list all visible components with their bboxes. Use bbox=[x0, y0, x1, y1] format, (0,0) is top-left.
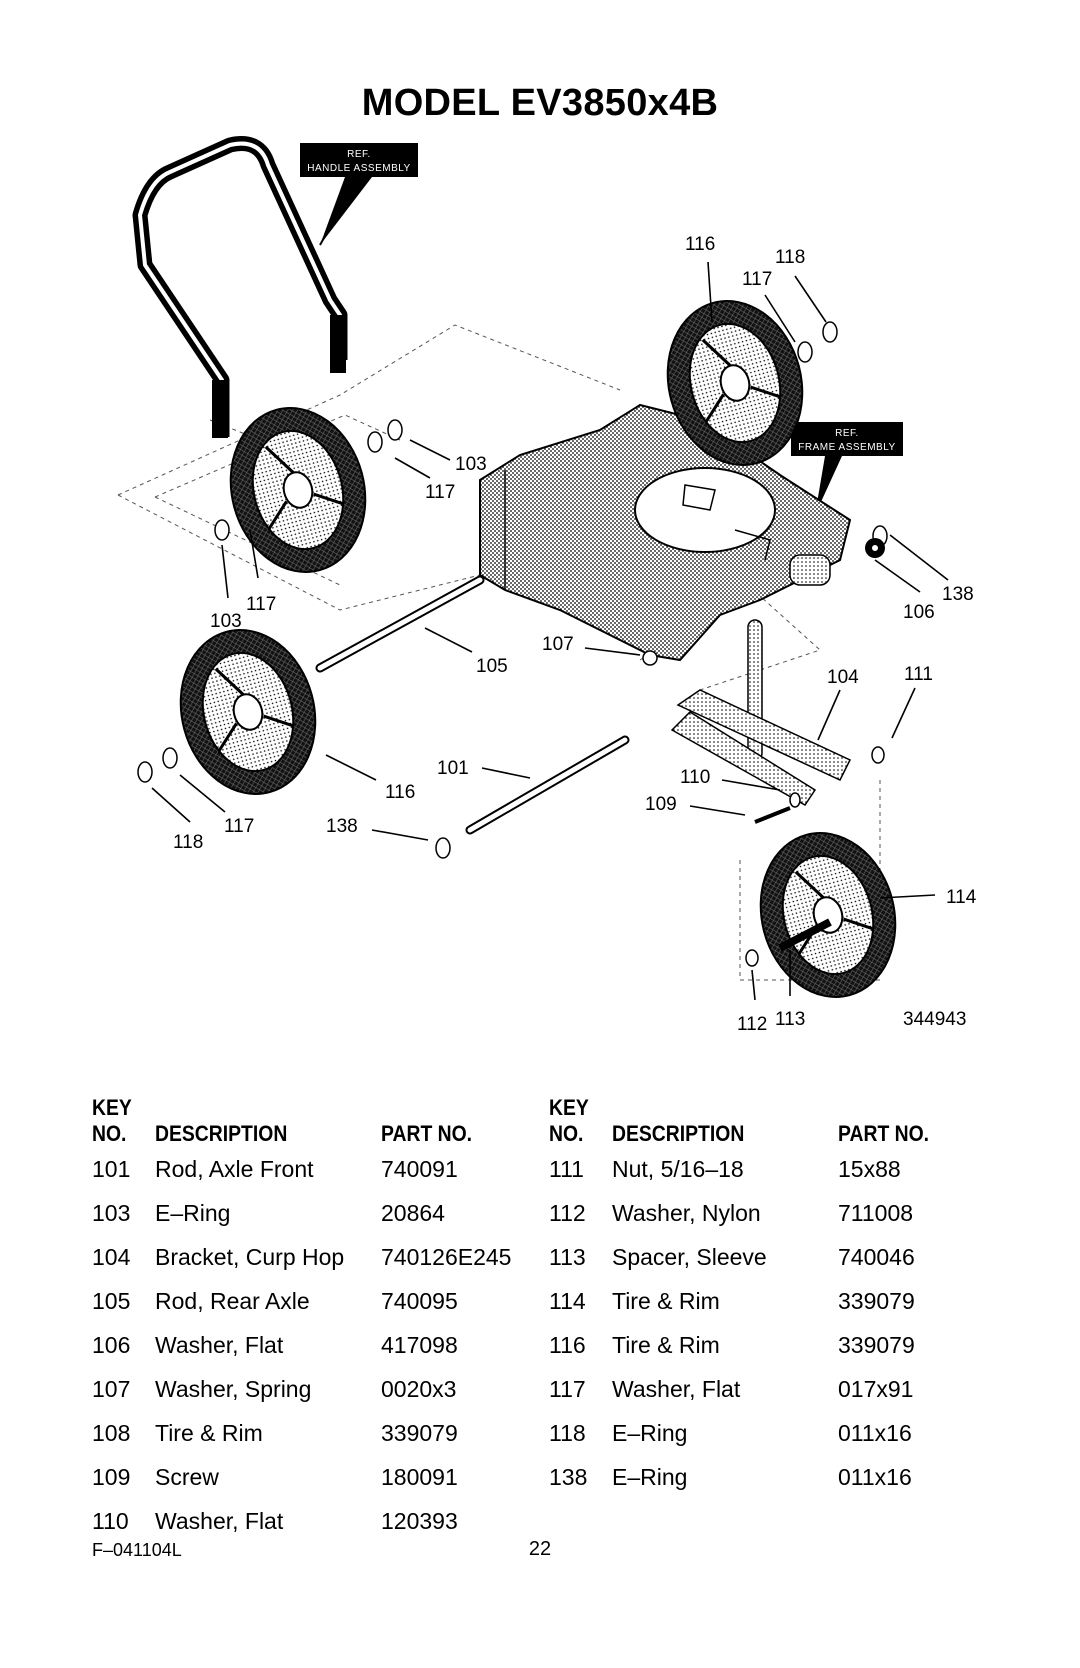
figure-number: 344943 bbox=[903, 1009, 967, 1030]
table-row: 114 Tire & Rim 339079 bbox=[549, 1287, 915, 1314]
table-row: 107 Washer, Spring 0020x3 bbox=[92, 1375, 457, 1402]
wheel-caster bbox=[743, 818, 913, 1013]
table-row: 104 Bracket, Curp Hop 740126E245 bbox=[92, 1243, 512, 1270]
ref-handle-line1: REF. bbox=[347, 149, 371, 160]
table-row: 103 E–Ring 20864 bbox=[92, 1199, 445, 1226]
parts-table-right bbox=[549, 1083, 978, 1499]
table-row: 113 Spacer, Sleeve 740046 bbox=[549, 1243, 915, 1270]
exploded-parts-diagram bbox=[0, 130, 1080, 1050]
table-row: 112 Washer, Nylon 711008 bbox=[549, 1199, 914, 1226]
callout: 106 bbox=[903, 602, 935, 623]
callout: 138 bbox=[942, 584, 974, 605]
table-row: 118 E–Ring 011x16 bbox=[549, 1419, 912, 1446]
callout: 104 bbox=[827, 667, 859, 688]
wheel-rear-left bbox=[213, 393, 383, 588]
callout: 111 bbox=[904, 664, 933, 685]
table-row: 138 E–Ring 011x16 bbox=[549, 1463, 912, 1490]
table-header-row bbox=[549, 1083, 978, 1147]
callout: 138 bbox=[326, 816, 358, 837]
callout: 114 bbox=[946, 887, 977, 908]
callout: 118 bbox=[775, 247, 806, 268]
table-row: 110 Washer, Flat 120393 bbox=[92, 1507, 458, 1534]
callout: 117 bbox=[742, 269, 773, 290]
table-row: 117 Washer, Flat 017x91 bbox=[549, 1375, 914, 1402]
parts-table-left bbox=[92, 1083, 541, 1543]
callout: 112 bbox=[737, 1014, 768, 1035]
callout: 116 bbox=[385, 782, 416, 803]
callout: 118 bbox=[173, 832, 204, 853]
table-row: 105 Rod, Rear Axle 740095 bbox=[92, 1287, 458, 1314]
rear-axle-rod bbox=[320, 580, 480, 668]
ref-frame-line1: REF. bbox=[835, 428, 859, 439]
table-row: 109 Screw 180091 bbox=[92, 1463, 458, 1490]
ref-frame-line2: FRAME ASSEMBLY bbox=[798, 442, 896, 453]
key-no-header: KEY NO. bbox=[92, 1095, 132, 1146]
ref-handle-line2: HANDLE ASSEMBLY bbox=[307, 163, 411, 174]
table-row: 111 Nut, 5/16–18 15x88 bbox=[549, 1155, 901, 1182]
form-code: F–041104L bbox=[92, 1540, 182, 1560]
page-title: MODEL EV3850x4B bbox=[361, 82, 719, 124]
table-row: 101 Rod, Axle Front 740091 bbox=[92, 1155, 458, 1182]
callout: 116 bbox=[685, 234, 716, 255]
callout: 103 bbox=[210, 611, 242, 632]
page-number: 22 bbox=[528, 1538, 552, 1560]
callout: 117 bbox=[224, 816, 255, 837]
table-row: 108 Tire & Rim 339079 bbox=[92, 1419, 458, 1446]
table-row: 116 Tire & Rim 339079 bbox=[549, 1331, 915, 1358]
table-row: 106 Washer, Flat 417098 bbox=[92, 1331, 458, 1358]
part-no-header: PART NO. bbox=[838, 1121, 930, 1146]
table-header-row bbox=[92, 1083, 541, 1147]
callout: 117 bbox=[425, 482, 456, 503]
description-header: DESCRIPTION bbox=[612, 1121, 745, 1146]
description-header: DESCRIPTION bbox=[155, 1121, 288, 1146]
callout: 107 bbox=[542, 634, 574, 655]
key-no-header: KEY NO. bbox=[549, 1095, 589, 1146]
handle-assembly bbox=[140, 144, 346, 438]
ref-handle-assembly-label bbox=[300, 143, 418, 245]
wheel-front-left bbox=[163, 615, 333, 810]
callout: 113 bbox=[775, 1009, 806, 1030]
callout: 103 bbox=[455, 454, 487, 475]
callout: 110 bbox=[680, 767, 711, 788]
part-no-header: PART NO. bbox=[381, 1121, 473, 1146]
callout: 101 bbox=[437, 758, 469, 779]
callout: 105 bbox=[476, 656, 508, 677]
callout: 109 bbox=[645, 794, 677, 815]
callout: 117 bbox=[246, 594, 277, 615]
front-axle-rod bbox=[470, 740, 625, 830]
